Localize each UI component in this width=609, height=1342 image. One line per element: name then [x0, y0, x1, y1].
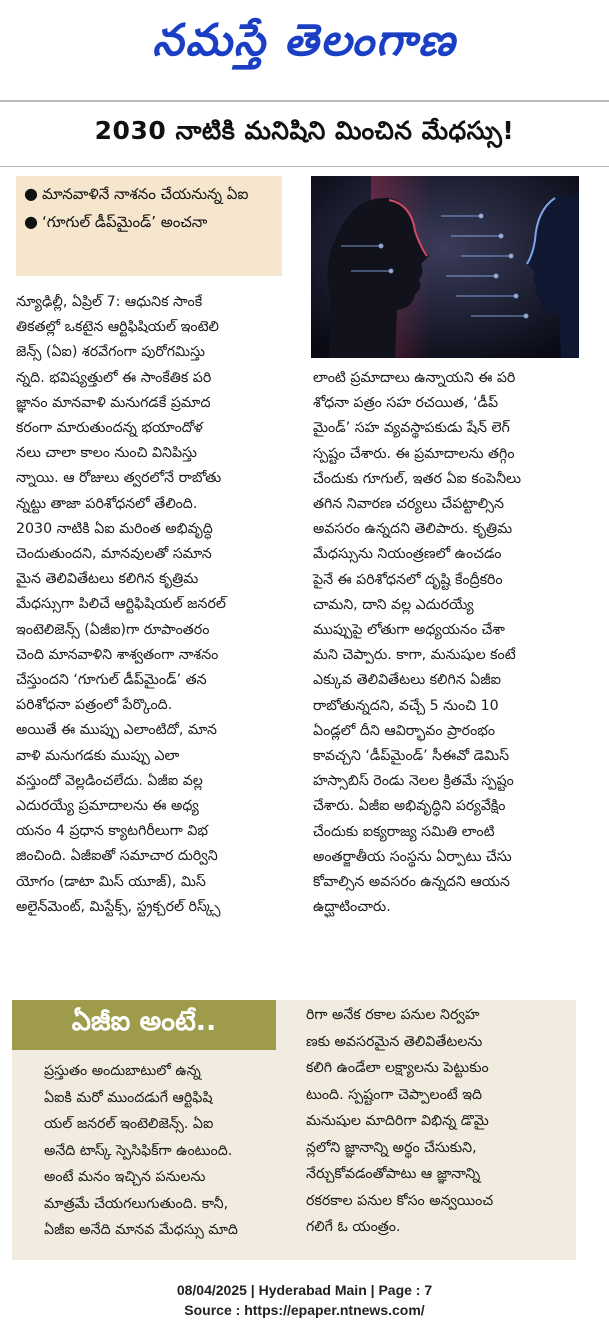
bullet-icon: ●	[24, 184, 38, 203]
highlight-text: మానవాళినే నాశనం చేయనున్న ఏఐ	[42, 185, 249, 203]
article-column-1	[16, 290, 292, 920]
footer-date-line: 08/04/2025 | Hyderabad Main | Page : 7	[176, 1282, 433, 1298]
sidebar-column-2: రిగా అనేక రకాల పనుల నిర్వహ ణకు అవసరమైన తెలివితేటలను కలిగి ఉండేలా లక్ష్యాలను పెట్టుకుం టుంది. స్పష్టంగా చెప్పాలంటే ఇది మనుషుల మాదిరిగా విభిన్న డొమై న్లలోని జ్ఞానాన్ని అర్థం చేసుకుని, నేర్చుకోవడంతోపాటు ఆ జ్ఞానాన్ని రకరకాల పనుల కోసం అన్వయించ గలిగే ఓ యంత్రం.	[306, 1007, 494, 1235]
footer-source-line: Source : https://epaper.ntnews.com/	[184, 1302, 425, 1318]
highlight-text: ‘గూగుల్ డీప్‌మైండ్’ అంచనా	[42, 213, 208, 231]
headline-divider	[0, 166, 609, 167]
masthead-divider	[0, 100, 609, 102]
masthead	[0, 0, 609, 92]
ai-face-image	[311, 176, 579, 358]
highlight-item	[24, 210, 274, 234]
article-text: లాంటి ప్రమాదాలు ఉన్నాయని ఈ పరి శోధనా పత్రం సహ రచయిత, ‘డీప్ మైండ్’ సహ వ్యవస్థాపకుడు షేన్ లెగ్ స్పష్టం చేశారు. ఈ ప్రమాదాలను తగ్గిం చేందుకు గూగుల్, ఇతర ఏఐ కంపెనీలు తగిన నివారణ చర్యలు చేపట్టాల్సిన అవసరం ఉన్నదని తెలిపారు. కృత్రిమ మేధస్సును నియంత్రణలో ఉంచడం పైనే ఈ పరిశోధనలో దృష్టి కేంద్రీకరిం చామని, దాని వల్ల ఎదురయ్యే ముప్పుపై లోతుగా అధ్యయనం చేశా మని చెప్పారు. కాగా, మనుషుల కంటే ఎక్కువ తెలివితేటలు కలిగిన ఏజీఐ రాబోతున్నదని, వచ్చే 5 నుంచి 10 ఏండ్లలో దీని ఆవిర్భావం ప్రారంభం కావచ్చని ‘డీప్‌మైండ్’ సీఈవో డెమిస్ హస్సాబిస్ రెండు నెలల క్రితమే స్పష్టం చేశారు. ఏజీఐ అభివృద్ధిని పర్యవేక్షిం చేందుకు ఐక్యరాజ్య సమితి లాంటి అంతర్జాతీయ సంస్థను ఏర్పాటు చేసు కోవాల్సిన అవసరం ఉన్నదని ఆయన ఉద్ఘాటించారు.	[313, 370, 521, 916]
highlights-box	[16, 176, 282, 276]
article-column-2	[313, 366, 581, 920]
masthead-title: నమస్తే తెలంగాణ	[152, 15, 457, 66]
headline: 2030 నాటికి మనిషిని మించిన మేధస్సు!	[94, 116, 515, 145]
article-text: న్యూఢిల్లీ, ఏప్రిల్ 7: ఆధునిక సాంకే తికతల్లో ఒకటైన ఆర్టిఫిషియల్ ఇంటెలి జెన్స్ (ఏఐ) శరవేగంగా పురోగమిస్తు న్నది. భవిష్యత్తులో ఈ సాంకేతిక పరి జ్ఞానం మానవాళి మనుగడకే ప్రమాద కరంగా మారుతుందన్న భయాందోళ నలు చాలా కాలం నుంచి వినిపిస్తు న్నాయి. ఆ రోజులు త్వరలోనే రాబోతు న్నట్టు తాజా పరిశోధనలో తేలింది. 2030 నాటికి ఏఐ మరింత అభివృద్ధి చెందుతుందని, మానవులతో సమాన మైన తెలివితేటలు కలిగిన కృత్రిమ మేధస్సుగా పిలిచే ఆర్టిఫిషియల్ జనరల్ ఇంటెలిజెన్స్ (ఏజీఐ)గా రూపాంతరం చెంది మానవాళిని శాశ్వతంగా నాశనం చేస్తుందని ‘గూగుల్ డీప్‌మైండ్’ తన పరిశోధనా పత్రంలో పేర్కొంది. అయితే ఈ ముప్పు ఎలాంటిదో, మాన వాళి మనుగడకు ముప్పు ఎలా వస్తుందో వెల్లడించలేదు. ఏజీఐ వల్ల ఎదురయ్యే ప్రమాదాలను ఈ అధ్య యనం 4 ప్రధాన క్యాటగిరీలుగా విభ జించింది. ఏజీఐతో సమాచార దుర్విని యోగం (డాటా మిస్ యూజ్), మిస్ అలైన్‌మెంట్, మిస్టేక్స్, స్ట్రక్చరల్ రిస్క్స్	[16, 294, 226, 915]
sidebar-title: ఏజీఐ అంటే..	[12, 1000, 276, 1050]
sidebar-column-1: ప్రస్తుతం అందుబాటులో ఉన్న ఏఐకి మరో ముందడుగే ఆర్టిఫిషి యల్ జనరల్ ఇంటెలిజెన్స్. ఏఐ అనేది టాస్క్ స్పెసిఫిక్‌గా ఉంటుంది. అంటే మనం ఇచ్చిన పనులను మాత్రమే చేయగలుగుతుంది. కానీ, ఏజీఐ అనేది మానవ మేధస్సు మాది	[44, 1063, 238, 1238]
bullet-icon: ●	[24, 212, 38, 231]
highlight-item	[24, 182, 274, 206]
